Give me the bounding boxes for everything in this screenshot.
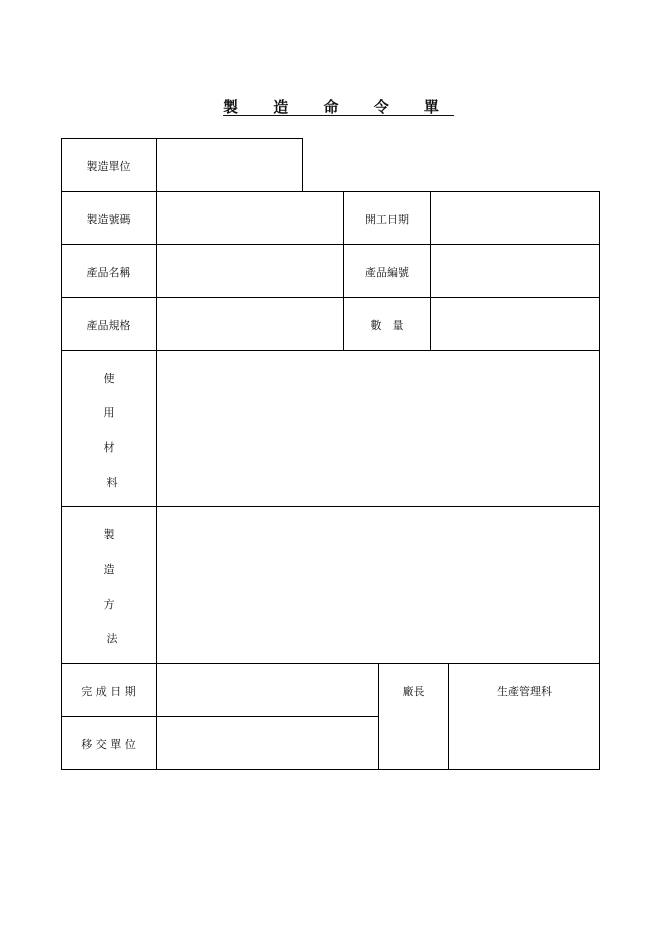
materials-label-char: 用 <box>103 406 115 419</box>
method-label-char: 法 <box>106 632 118 645</box>
divider <box>61 716 379 717</box>
manufacture-unit-label: 製造單位 <box>86 160 131 173</box>
production-mgmt-label: 生產管理科 <box>497 685 552 698</box>
product-number-field[interactable] <box>432 246 598 296</box>
product-name-label: 產品名稱 <box>86 266 131 279</box>
divider <box>156 138 157 192</box>
quantity-field[interactable] <box>432 299 598 349</box>
divider <box>61 506 600 507</box>
product-name-field[interactable] <box>158 246 342 296</box>
document-title: 製 造 命 令 單 <box>223 98 454 116</box>
materials-label-char: 使 <box>103 372 115 385</box>
completion-date-field[interactable] <box>158 665 377 715</box>
product-number-label: 產品編號 <box>365 266 409 279</box>
factory-manager-label: 廠長 <box>402 685 425 698</box>
start-date-field[interactable] <box>432 193 598 243</box>
manufacture-unit-field[interactable] <box>158 140 301 190</box>
completion-date-label: 完 成 日 期 <box>81 685 136 698</box>
divider <box>61 350 600 351</box>
divider <box>430 191 431 351</box>
materials-field[interactable] <box>158 352 598 505</box>
materials-label-char: 料 <box>106 476 118 489</box>
divider <box>61 244 600 245</box>
method-label-char: 方 <box>103 598 115 611</box>
product-spec-label: 產品規格 <box>86 319 131 332</box>
transfer-unit-field[interactable] <box>158 718 377 768</box>
materials-label-char: 材 <box>103 441 115 454</box>
production-mgmt-signature-field[interactable] <box>450 702 598 768</box>
method-field[interactable] <box>158 508 598 662</box>
quantity-label: 數 量 <box>370 319 404 332</box>
manufacture-number-label: 製造號碼 <box>86 213 131 226</box>
product-spec-field[interactable] <box>158 299 342 349</box>
method-label-char: 造 <box>103 563 115 576</box>
factory-manager-signature-field[interactable] <box>380 702 447 768</box>
divider <box>448 663 449 770</box>
divider <box>378 663 379 770</box>
method-label-char: 製 <box>103 528 115 541</box>
start-date-label: 開工日期 <box>365 213 409 226</box>
divider <box>156 191 157 770</box>
divider <box>61 663 600 664</box>
divider <box>61 297 600 298</box>
manufacture-number-field[interactable] <box>158 193 342 243</box>
transfer-unit-label: 移 交 單 位 <box>81 738 136 751</box>
